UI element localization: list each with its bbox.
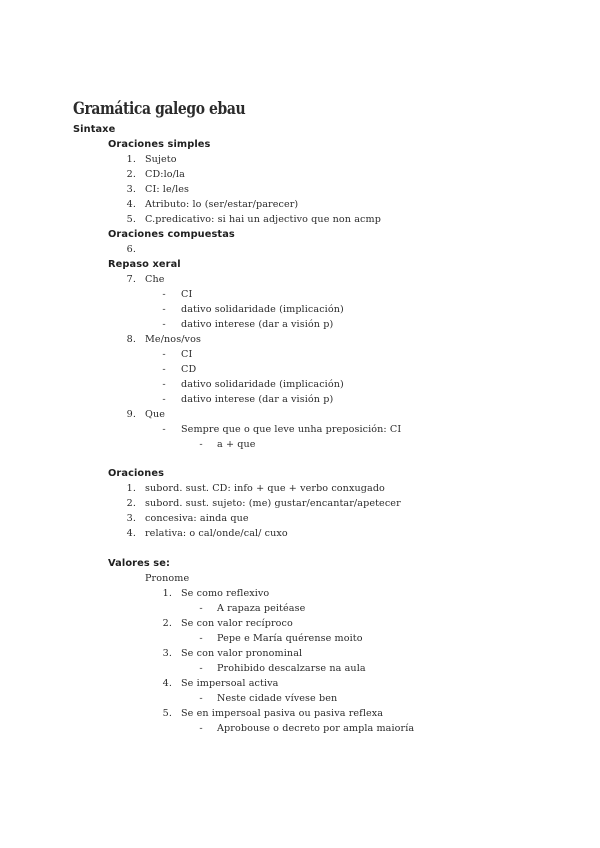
bullet-dash: -: [162, 424, 166, 435]
sub-item: dativo solidaridade (implicación): [181, 379, 344, 390]
page-title: Gramática galego ebau: [73, 99, 246, 119]
heading-oraciones: Oraciones: [108, 468, 165, 479]
list-number: 3.: [126, 513, 136, 524]
subheading-pronome: Pronome: [145, 573, 190, 584]
sub-item: CI: [181, 289, 193, 300]
list-item: Se en impersoal pasiva ou pasiva reflexa: [181, 708, 384, 719]
list-number: 5.: [162, 708, 172, 719]
list-item: Me/nos/vos: [145, 334, 201, 345]
list-number: 3.: [126, 184, 136, 195]
bullet-dash: -: [199, 439, 203, 450]
heading-valores-se: Valores se:: [108, 558, 170, 569]
bullet-dash: -: [162, 364, 166, 375]
list-item: Se impersoal activa: [181, 678, 279, 689]
list-item: Que: [145, 409, 166, 420]
list-number: 6.: [126, 244, 136, 255]
sub-sub-item: a + que: [217, 439, 256, 450]
list-number: 4.: [162, 678, 172, 689]
list-number: 2.: [126, 169, 136, 180]
bullet-dash: -: [199, 633, 203, 644]
list-item: relativa: o cal/onde/cal/ cuxo: [145, 528, 288, 539]
example-item: Prohibido descalzarse na aula: [217, 663, 366, 674]
bullet-dash: -: [162, 319, 166, 330]
list-item: Se con valor pronominal: [181, 648, 303, 659]
list-number: 7.: [126, 274, 136, 285]
list-number: 4.: [126, 199, 136, 210]
list-item: Sujeto: [145, 154, 177, 165]
bullet-dash: -: [162, 394, 166, 405]
bullet-dash: -: [199, 723, 203, 734]
list-number: 8.: [126, 334, 136, 345]
sub-item: dativo interese (dar a visión p): [181, 319, 334, 330]
list-number: 9.: [126, 409, 136, 420]
sub-item: dativo solidaridade (implicación): [181, 304, 344, 315]
bullet-dash: -: [199, 693, 203, 704]
example-item: Neste cidade vívese ben: [217, 693, 338, 704]
heading-repaso-xeral: Repaso xeral: [108, 259, 181, 270]
list-item: CD:lo/la: [145, 169, 185, 180]
example-item: A rapaza peitéase: [217, 603, 306, 614]
list-item: Atributo: lo (ser/estar/parecer): [145, 199, 299, 210]
list-number: 2.: [162, 618, 172, 629]
sub-item: CI: [181, 349, 193, 360]
list-number: 1.: [126, 154, 136, 165]
list-number: 1.: [126, 483, 136, 494]
list-item: Se con valor recíproco: [181, 618, 293, 629]
list-number: 4.: [126, 528, 136, 539]
section-heading-sintaxe: Sintaxe: [73, 124, 116, 135]
example-item: Pepe e María quérense moito: [217, 633, 363, 644]
heading-oraciones-simples: Oraciones simples: [108, 139, 211, 150]
list-item: C.predicativo: si hai un adjectivo que non acmp: [145, 214, 381, 225]
heading-oraciones-compuestas: Oraciones compuestas: [108, 229, 235, 240]
list-number: 2.: [126, 498, 136, 509]
example-item: Aprobouse o decreto por ampla maioría: [217, 723, 415, 734]
sub-item: CD: [181, 364, 197, 375]
bullet-dash: -: [162, 379, 166, 390]
list-item: concesiva: ainda que: [145, 513, 249, 524]
bullet-dash: -: [162, 289, 166, 300]
bullet-dash: -: [162, 349, 166, 360]
list-number: 1.: [162, 588, 172, 599]
list-item: subord. sust. CD: info + que + verbo conxugado: [145, 483, 385, 494]
list-number: 5.: [126, 214, 136, 225]
sub-item: Sempre que o que leve unha preposición: CI: [181, 424, 402, 435]
list-item: Che: [145, 274, 165, 285]
bullet-dash: -: [199, 663, 203, 674]
list-number: 3.: [162, 648, 172, 659]
bullet-dash: -: [199, 603, 203, 614]
list-item: subord. sust. sujeto: (me) gustar/encantar/apetecer: [145, 498, 401, 509]
sub-item: dativo interese (dar a visión p): [181, 394, 334, 405]
list-item: Se como reflexivo: [181, 588, 270, 599]
list-item: CI: le/les: [145, 184, 190, 195]
bullet-dash: -: [162, 304, 166, 315]
